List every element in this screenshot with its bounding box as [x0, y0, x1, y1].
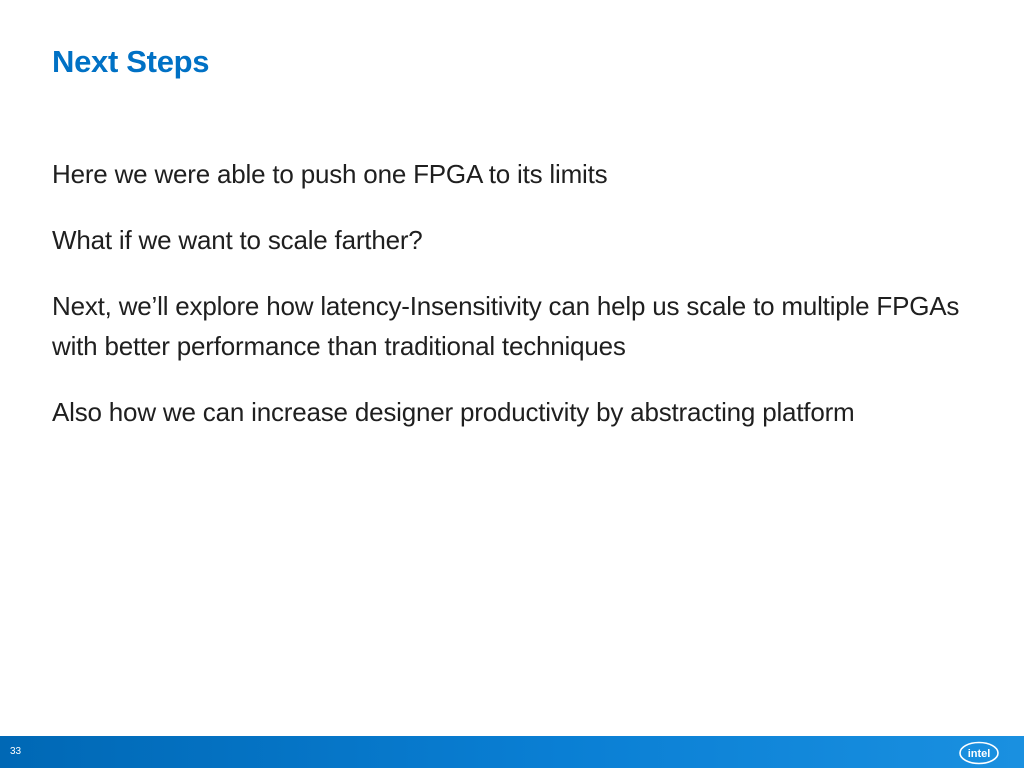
slide-number: 33	[10, 746, 22, 757]
footer-bar	[0, 736, 1024, 768]
bullet-item: Here we were able to push one FPGA to its limits	[52, 159, 608, 189]
bullet-item: Also how we can increase designer productivity by abstracting platform	[52, 397, 855, 427]
intel-logo-text: intel	[967, 748, 991, 760]
bullet-item: Next, we’ll explore how latency-Insensitivity can help us scale to multiple FPGAs with better performance than traditional techniques	[52, 291, 960, 361]
slide-title: Next Steps	[52, 44, 210, 79]
bullet-list	[52, 154, 982, 458]
intel-logo-icon	[958, 739, 1000, 765]
bullet-item: What if we want to scale farther?	[52, 225, 423, 255]
